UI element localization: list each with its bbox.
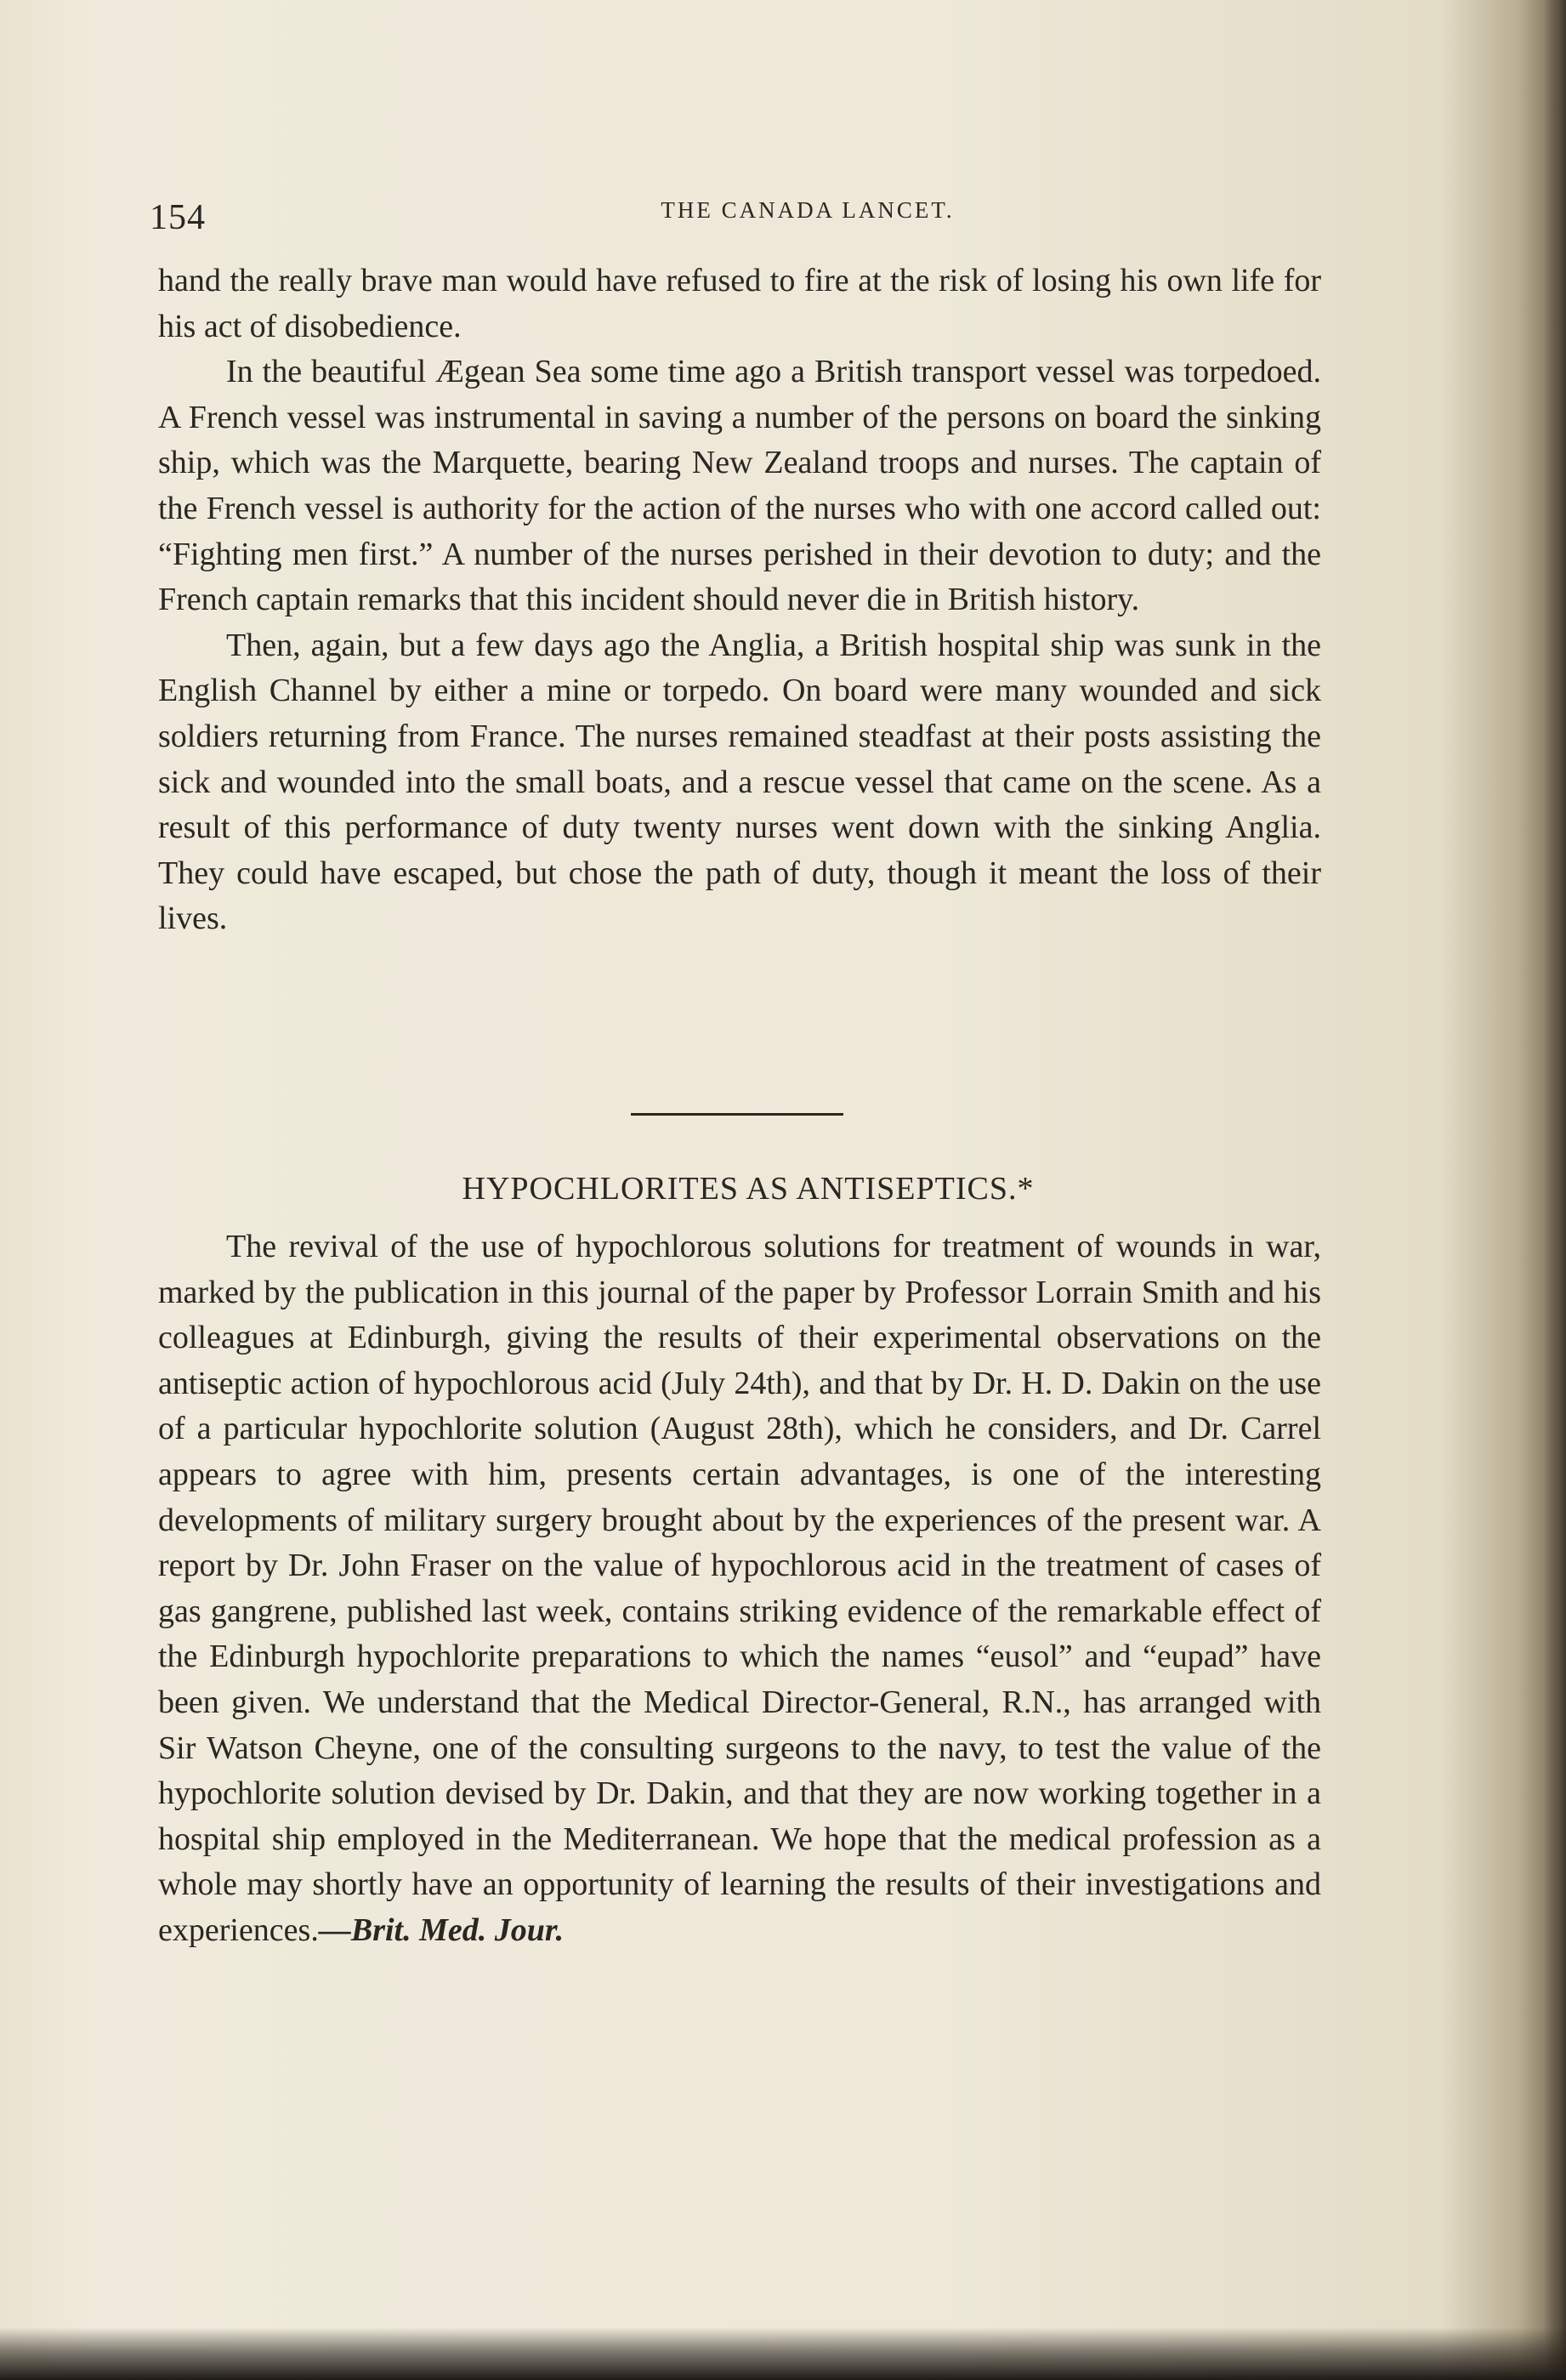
paragraph: Then, again, but a few days ago the Anglia, a British hospital ship was sunk in the English Channel by either a mine or torpedo. On board were many wounded and sick soldiers returning from France. The nurses remained steadfast at their posts assisting the sick and wounded into the small boats, and a rescue vessel that came on the scene. As a result of this performance of duty twenty nurses went down with the sinking Anglia. They could have escaped, but chose the path of duty, though it meant the loss of their lives.: [158, 627, 1321, 937]
paragraph: hand the really brave man would have refused to fire at the risk of losing his own life for his act of disobedience.: [158, 263, 1321, 344]
article-title: HYPOCHLORITES AS ANTISEPTICS.*: [462, 1171, 1035, 1207]
paragraph: In the beautiful Ægean Sea some time ago a British transport vessel was torpedoed. A French vessel was instrumental in saving a number of the persons on board the sinking ship, which was the Marquette, bearing New Zealand troops and nurses. The captain of the French vessel is authority for the action of the nurses who with one accord called out: “Fighting men first.” A number of the nurses perished in their devotion to duty; and the French captain remarks that this incident should never die in British history.: [158, 354, 1321, 618]
page-bottom-shadow: [0, 2327, 1566, 2380]
article-text: The revival of the use of hypochlorous solutions for treatment of wounds in war, marked by the publication in this journal of the paper by Professor Lorrain Smith and his colleagues at Edinburgh, giving the results of their experimental observations on the antiseptic action of hypochlorous acid (July 24th), and that by Dr. H. D. Dakin on the use of a particular hypochlorite solution (August 28th), which he considers, and Dr. Carrel appears to agree with him, presents certain advantages, is one of the interesting developments of military surgery brought about by the experiences of the present war. A report by Dr. John Fraser on the value of hypochlorous acid in the treatment of cases of gas gangrene, published last week, contains striking evidence of the remarkable effect of the Edinburgh hypochlorite preparations to which the names “eusol” and “eupad” have been given. We understand that the Medical Director-General, R.N., has arranged with Sir Watson Cheyne, one of the consulting surgeons to the navy, to test the value of the hypochlorite solution devised by Dr. Dakin, and that they are now working together in a hospital ship employed in the Mediterranean. We hope that the medical profession as a whole may shortly have an opportunity of learning the results of their investigations and experiences.: [158, 1229, 1321, 1948]
running-head: THE CANADA LANCET.: [661, 197, 955, 223]
article-body: [158, 1224, 1321, 1954]
page-number: 154: [150, 198, 206, 237]
source-citation: —Brit. Med. Jour.: [318, 1911, 565, 1948]
page-edge-shadow: [1544, 0, 1566, 2380]
section-divider: [631, 1113, 843, 1116]
paragraph: [158, 1224, 1321, 1954]
continued-text: [158, 258, 1321, 942]
